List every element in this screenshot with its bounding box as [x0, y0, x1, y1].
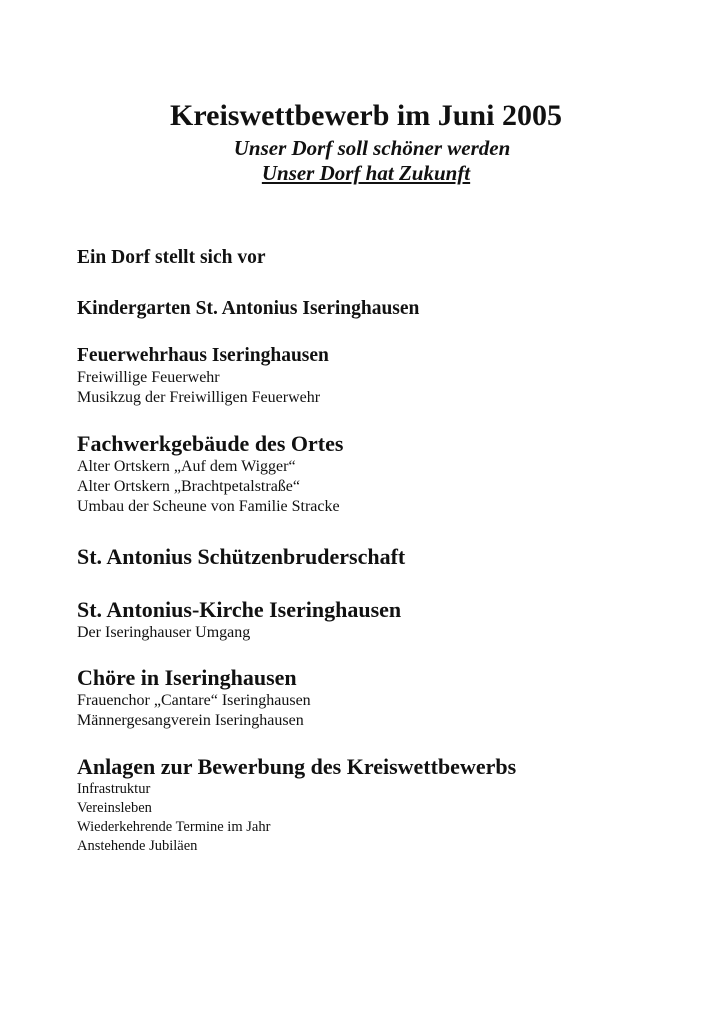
section-item: Infrastruktur — [77, 781, 151, 797]
subtitle2-text: Unser Dorf hat Zukunft — [261, 161, 471, 185]
section-choere — [77, 664, 697, 731]
section-item: Der Iseringhauser Umgang — [77, 624, 251, 641]
section-item: Vereinsleben — [77, 800, 152, 816]
section-item: Musikzug der Freiwilligen Feuerwehr — [77, 389, 321, 406]
section-feuerwehr — [77, 344, 697, 408]
section-item: Alter Ortskern „Auf dem Wigger“ — [77, 458, 296, 475]
section-heading: Kindergarten St. Antonius Iseringhausen — [77, 298, 420, 319]
section-dorf — [77, 246, 697, 270]
section-heading: St. Antonius-Kirche Iseringhausen — [77, 597, 402, 622]
section-item: Umbau der Scheune von Familie Stracke — [77, 498, 340, 515]
document-subtitle-underlined — [0, 161, 724, 186]
section-anlagen — [77, 753, 697, 856]
section-heading: Anlagen zur Bewerbung des Kreiswettbewerbs — [77, 754, 517, 779]
section-heading: Ein Dorf stellt sich vor — [77, 247, 266, 268]
section-item: Wiederkehrende Termine im Jahr — [77, 819, 271, 835]
section-kirche — [77, 596, 697, 643]
section-item: Frauenchor „Cantare“ Iseringhausen — [77, 692, 311, 709]
section-heading: St. Antonius Schützenbruderschaft — [77, 544, 406, 569]
section-schuetzen — [77, 543, 697, 570]
section-heading: Fachwerkgebäude des Ortes — [77, 431, 344, 456]
document-header — [0, 98, 724, 186]
section-item: Freiwillige Feuerwehr — [77, 369, 220, 386]
document-subtitle: Unser Dorf soll schöner werden — [233, 136, 511, 160]
document-content — [77, 246, 697, 856]
section-fachwerk — [77, 430, 697, 517]
section-item: Alter Ortskern „Brachtpetalstraße“ — [77, 478, 301, 495]
section-kindergarten — [77, 297, 697, 321]
section-item: Anstehende Jubiläen — [77, 838, 198, 854]
section-heading: Feuerwehrhaus Iseringhausen — [77, 345, 329, 366]
section-item: Männergesangverein Iseringhausen — [77, 712, 304, 729]
document-title: Kreiswettbewerb im Juni 2005 — [170, 99, 562, 132]
section-heading: Chöre in Iseringhausen — [77, 665, 297, 690]
